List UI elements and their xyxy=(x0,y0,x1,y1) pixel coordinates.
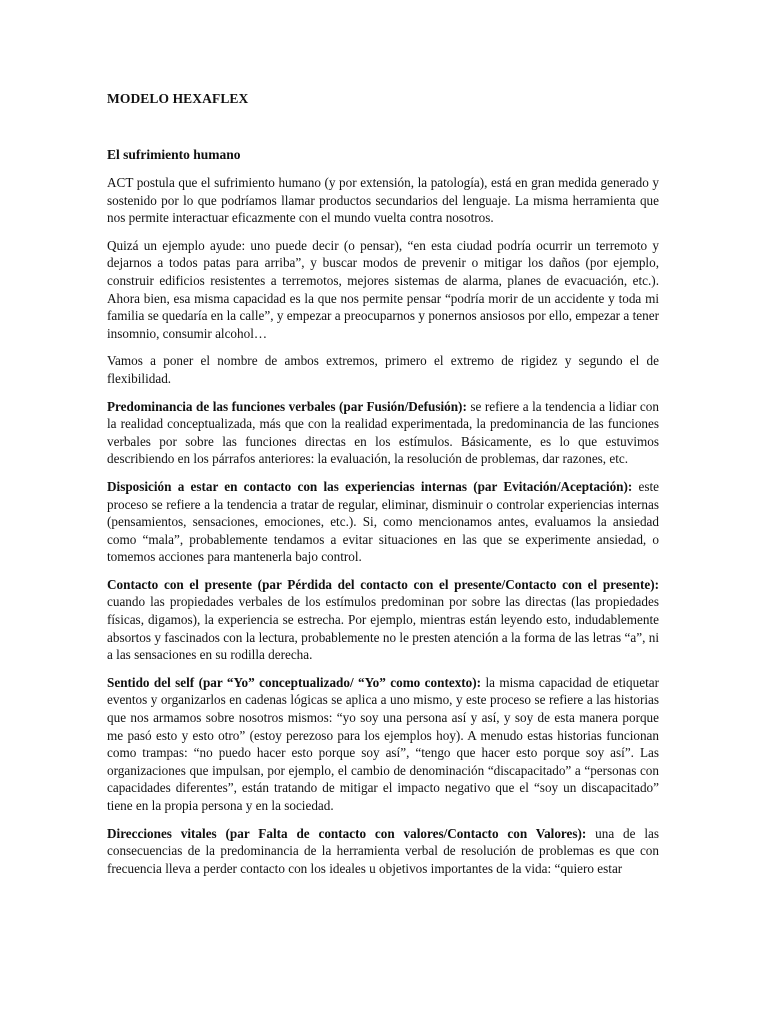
paragraph xyxy=(107,576,659,664)
paragraph xyxy=(107,237,659,343)
paragraph xyxy=(107,174,659,227)
paragraph-lead: Predominancia de las funciones verbales (par Fusión/Defusión): xyxy=(107,398,467,414)
paragraph-text: ACT postula que el sufrimiento humano (y por extensión, la patología), está en gran medida generado y sostenido por lo que podríamos llamar productos secundarios del lenguaje. La misma herramienta que nos permite interactuar eficazmente con el mundo vuelta contra nosotros. xyxy=(107,175,659,226)
paragraph-text: se refiere a la tendencia a lidiar con la realidad conceptualizada, más que con la realidad experimentada, la predominancia de las funciones verbales por sobre las funciones directas en los estímulos. Básicamente, es lo que estuvimos describiendo en los párrafos anteriores: la evaluación, la resolución de problemas, dar razones, etc. xyxy=(107,398,659,467)
paragraph xyxy=(107,352,659,387)
section-heading: El sufrimiento humano xyxy=(107,147,241,162)
paragraph-text: Quizá un ejemplo ayude: uno puede decir (o pensar), “en esta ciudad podría ocurrir un terremoto y dejarnos a todos patas para arriba”, y buscar modos de prevenir o mitigar los daños (por ejemplo, construir edificios resistentes a terremotos, mejores sistemas de alarma, planes de evacuación, etc.). Ahora bien, esa misma capacidad es la que nos permite pensar “podría morir de un accidente y toda mi familia se quedaría en la calle”, y empezar a preocuparnos y ponernos ansiosos por ello, empezar a tener insomnio, consumir alcohol… xyxy=(107,237,659,341)
paragraph xyxy=(107,674,659,815)
paragraph xyxy=(107,478,659,566)
paragraph-lead: Sentido del self (par “Yo” conceptualizado/ “Yo” como contexto): xyxy=(107,674,482,690)
paragraph-text: la misma capacidad de etiquetar eventos y organizarlos en cadenas lógicas se aplica a uno mismo, y este proceso se refiere a las historias que nos armamos sobre nosotros mismos: “yo soy una persona así y así, y soy de esta manera porque me pasó esto y esto otro” (estoy perezoso para los ejemplos hoy). A menudo estas historias funcionan como trampas: “no puedo hacer esto porque soy así”, “tengo que hacer esto porque soy así”. Las organizaciones que impulsan, por ejemplo, el cambio de denominación “discapacitado” a “personas con capacidades diferentes”, están tratando de mitigar el impacto negativo que el “soy un discapacitado” tiene en la propia persona y en la sociedad. xyxy=(107,674,659,813)
paragraph-text: una de las consecuencias de la predominancia de la herramienta verbal de resolución de problemas es que con frecuencia lleva a perder contacto con los ideales u objetivos importantes de la vida: “quiero estar xyxy=(107,825,660,876)
document-title: MODELO HEXAFLEX xyxy=(107,91,249,106)
paragraph-lead: Contacto con el presente (par Pérdida del contacto con el presente/Contacto con el presente): xyxy=(107,576,659,592)
paragraph-text: Vamos a poner el nombre de ambos extremos, primero el extremo de rigidez y segundo el de flexibilidad. xyxy=(107,353,659,386)
paragraph-text: cuando las propiedades verbales de los estímulos predominan por sobre las directas (las propiedades físicas, digamos), la experiencia se estrecha. Por ejemplo, mientras están leyendo esto, indudablemente absortos y fascinados con la lectura, probablemente no le presten atención a la forma de las letras “a”, ni a las sensaciones en su rodilla derecha. xyxy=(107,594,659,663)
paragraph-lead: Direcciones vitales (par Falta de contacto con valores/Contacto con Valores): xyxy=(107,825,587,841)
paragraph xyxy=(107,398,659,468)
paragraph xyxy=(107,825,659,878)
paragraph-lead: Disposición a estar en contacto con las experiencias internas (par Evitación/Aceptación): xyxy=(107,478,633,494)
paragraph-text: este proceso se refiere a la tendencia a tratar de regular, eliminar, disminuir o controlar experiencias internas (pensamientos, sensaciones, emociones, etc.). Si, como mencionamos antes, evaluamos la ansiedad como “mala”, probablemente tendamos a evitar situaciones en las que se experimente ansiedad, o tomemos acciones para mantenerla bajo control. xyxy=(107,478,659,565)
